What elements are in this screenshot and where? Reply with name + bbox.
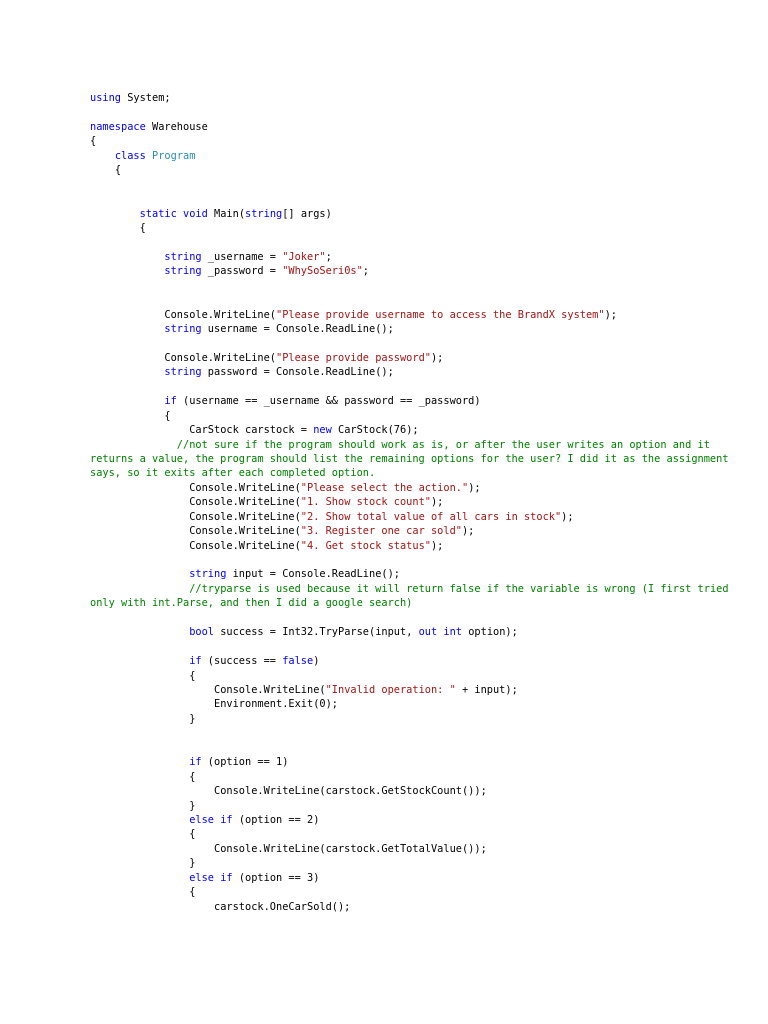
code-text: Console.WriteLine(carstock.GetStockCount()); bbox=[214, 785, 487, 798]
code-line bbox=[90, 726, 750, 740]
code-line bbox=[90, 640, 750, 654]
code-keyword: void bbox=[183, 207, 208, 220]
code-line bbox=[90, 322, 750, 336]
code-line bbox=[90, 250, 750, 264]
code-text: ); bbox=[604, 308, 617, 321]
code-text: ); bbox=[561, 510, 574, 523]
code-line bbox=[90, 207, 750, 221]
code-keyword: false bbox=[282, 655, 314, 668]
code-text: Console.WriteLine( bbox=[164, 351, 276, 364]
code-text: Console.WriteLine( bbox=[164, 308, 276, 321]
code-keyword: using bbox=[90, 92, 121, 104]
code-text: (option == 1) bbox=[201, 756, 289, 769]
code-text: (username == _username && password == _password) bbox=[176, 395, 481, 408]
code-text: + input); bbox=[455, 684, 518, 697]
code-line bbox=[90, 409, 750, 423]
code-comment: //not sure if the program should work as is, or after the user writes an option and it returns a value, the program should list the remaining options for the user? I did it as the assignment says, so it exits after each completed option. bbox=[90, 438, 735, 480]
code-text: } bbox=[189, 712, 196, 725]
code-line bbox=[90, 495, 750, 509]
code-text: CarStock(76); bbox=[331, 424, 419, 437]
code-text: Main( bbox=[207, 207, 246, 220]
code-line bbox=[90, 264, 750, 278]
code-line bbox=[90, 120, 750, 134]
code-text: (option == 2) bbox=[232, 813, 320, 826]
code-line bbox=[90, 192, 750, 206]
code-keyword: string bbox=[164, 265, 202, 278]
code-text: ); bbox=[468, 481, 481, 494]
code-line bbox=[90, 351, 750, 365]
code-line bbox=[90, 712, 750, 726]
code-text: input = Console.ReadLine(); bbox=[226, 568, 400, 581]
code-line bbox=[90, 510, 750, 524]
code-line bbox=[90, 279, 750, 293]
code-text: { bbox=[189, 770, 196, 783]
code-text: ; bbox=[325, 250, 332, 263]
code-text: Warehouse bbox=[145, 120, 208, 133]
code-text: CarStock carstock = bbox=[189, 424, 314, 437]
code-text: (option == 3) bbox=[232, 871, 320, 884]
code-keyword: if bbox=[220, 871, 233, 884]
code-text: ); bbox=[430, 351, 444, 364]
code-string-literal: "3. Register one car sold" bbox=[300, 525, 462, 538]
code-listing bbox=[90, 91, 750, 914]
code-string-literal: "Please provide password" bbox=[276, 351, 431, 364]
code-keyword: string bbox=[164, 250, 202, 263]
code-line bbox=[90, 423, 750, 437]
code-text: _username = bbox=[201, 250, 283, 263]
code-line bbox=[90, 394, 750, 408]
code-keyword: if bbox=[220, 813, 233, 826]
code-line bbox=[90, 336, 750, 350]
code-keyword: int bbox=[443, 626, 463, 639]
code-line bbox=[90, 178, 750, 192]
code-text: { bbox=[114, 164, 122, 177]
code-keyword: if bbox=[189, 655, 202, 668]
code-text: { bbox=[139, 221, 146, 234]
code-line bbox=[90, 380, 750, 394]
code-string-literal: "WhySoSeri0s" bbox=[282, 265, 363, 278]
code-text: Console.WriteLine( bbox=[214, 684, 326, 697]
code-line bbox=[90, 567, 750, 581]
code-line bbox=[90, 481, 750, 495]
code-text: Console.WriteLine(carstock.GetTotalValue()); bbox=[214, 842, 487, 855]
code-keyword: static bbox=[139, 207, 177, 220]
code-keyword: new bbox=[313, 424, 332, 437]
code-text: option); bbox=[462, 626, 518, 639]
code-text: Console.WriteLine( bbox=[189, 525, 301, 538]
code-keyword: out bbox=[418, 626, 438, 639]
code-text: carstock.OneCarSold(); bbox=[214, 900, 351, 913]
code-text: ); bbox=[430, 496, 444, 509]
code-text: password = Console.ReadLine(); bbox=[201, 366, 394, 379]
code-text: Console.WriteLine( bbox=[189, 481, 301, 494]
code-line bbox=[90, 741, 750, 755]
code-keyword: if bbox=[189, 756, 202, 769]
code-line bbox=[90, 669, 750, 683]
code-text: Environment.Exit(0); bbox=[214, 698, 338, 711]
code-line bbox=[90, 885, 750, 899]
code-line bbox=[90, 308, 750, 322]
code-keyword: string bbox=[245, 207, 283, 220]
code-keyword: string bbox=[164, 366, 202, 379]
code-line bbox=[90, 134, 750, 148]
code-text: { bbox=[189, 886, 196, 899]
code-text: ; bbox=[362, 265, 369, 278]
code-line bbox=[90, 799, 750, 813]
code-text: (success == bbox=[201, 655, 283, 668]
code-line bbox=[90, 683, 750, 697]
code-string-literal: "1. Show stock count" bbox=[300, 496, 431, 509]
code-line bbox=[90, 813, 750, 827]
code-string-literal: "Joker" bbox=[282, 250, 326, 263]
code-text: } bbox=[189, 799, 196, 812]
code-line bbox=[90, 900, 750, 914]
code-line bbox=[90, 553, 750, 567]
code-text: System; bbox=[121, 92, 171, 104]
code-line bbox=[90, 235, 750, 249]
code-keyword: bool bbox=[189, 626, 215, 639]
code-text: Console.WriteLine( bbox=[189, 496, 301, 509]
code-line bbox=[90, 163, 750, 177]
code-line bbox=[90, 539, 750, 553]
code-line bbox=[90, 770, 750, 784]
code-text: { bbox=[164, 409, 171, 422]
code-keyword: namespace bbox=[90, 120, 146, 133]
code-text: success = Int32.TryParse(input, bbox=[214, 626, 419, 639]
code-text: Console.WriteLine( bbox=[189, 510, 301, 523]
code-string-literal: "Please provide username to access the BrandX system" bbox=[276, 308, 605, 321]
code-comment: //tryparse is used because it will return false if the variable is wrong (I first tried only with int.Parse, and then I did a google search) bbox=[90, 582, 735, 610]
code-keyword: if bbox=[164, 395, 177, 408]
code-line bbox=[90, 654, 750, 668]
code-string-literal: "Invalid operation: " bbox=[325, 684, 456, 697]
code-text: Console.WriteLine( bbox=[189, 539, 301, 552]
code-line bbox=[90, 871, 750, 885]
code-string-literal: "2. Show total value of all cars in stock" bbox=[300, 510, 562, 523]
code-line bbox=[90, 221, 750, 235]
code-text: ) bbox=[313, 655, 320, 668]
code-line bbox=[90, 784, 750, 798]
code-line bbox=[90, 293, 750, 307]
code-string-literal: "Please select the action." bbox=[300, 481, 469, 494]
code-line bbox=[90, 105, 750, 119]
code-line bbox=[90, 755, 750, 769]
code-type-name: Program bbox=[152, 149, 196, 162]
code-line bbox=[90, 611, 750, 625]
code-text: _password = bbox=[201, 265, 283, 278]
code-line bbox=[90, 842, 750, 856]
code-text: username = Console.ReadLine(); bbox=[201, 323, 394, 335]
code-string-literal: "4. Get stock status" bbox=[300, 539, 431, 552]
code-keyword: string bbox=[164, 323, 202, 335]
code-line bbox=[90, 524, 750, 538]
code-line bbox=[90, 856, 750, 870]
code-comment-line bbox=[90, 582, 750, 611]
code-text: { bbox=[189, 828, 196, 841]
code-keyword: else bbox=[189, 871, 215, 884]
code-line bbox=[90, 149, 750, 163]
code-comment-line bbox=[90, 438, 750, 481]
code-keyword: else bbox=[189, 813, 215, 826]
code-text: [] args) bbox=[282, 207, 332, 220]
code-line bbox=[90, 697, 750, 711]
code-keyword: class bbox=[114, 149, 146, 162]
code-line bbox=[90, 827, 750, 841]
code-line bbox=[90, 91, 750, 105]
code-keyword: string bbox=[189, 568, 227, 581]
code-text: } bbox=[189, 857, 196, 870]
code-text: ); bbox=[461, 525, 475, 538]
code-text: { bbox=[90, 135, 97, 148]
code-line bbox=[90, 365, 750, 379]
code-text: ); bbox=[430, 539, 444, 552]
code-line bbox=[90, 625, 750, 639]
code-text: { bbox=[189, 669, 196, 682]
